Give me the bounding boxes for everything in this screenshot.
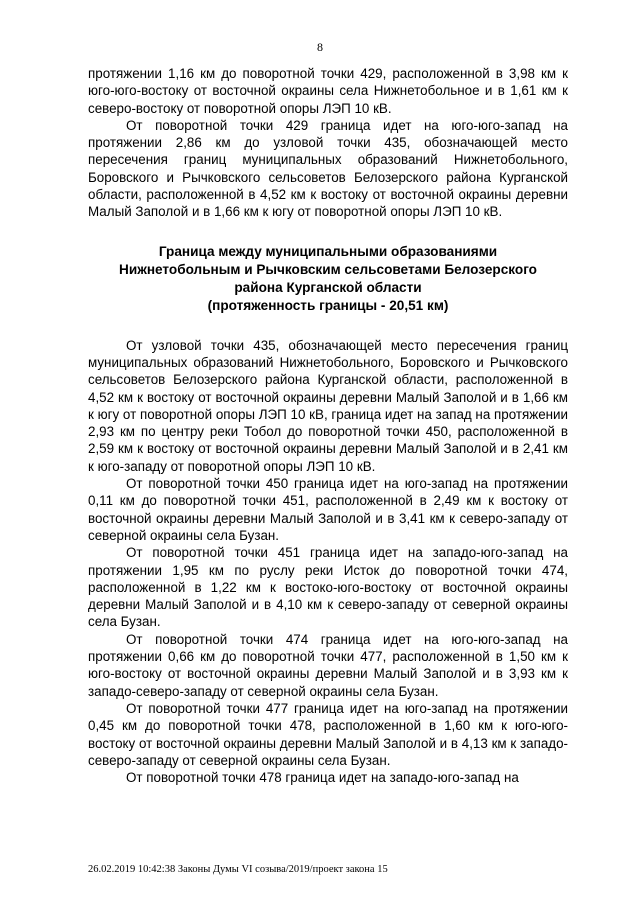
heading-line: района Курганской области — [234, 279, 422, 295]
paragraph: От поворотной точки 474 граница идет на юго-юго-запад на протяжении 0,66 км до поворотной точки 477, расположенной в 1,50 км к юго-востоку от восточной окраины деревни Малый Заполой и в 3,93 км к западо-северо-западу от северной окраины села Бузан. — [88, 631, 568, 699]
heading-line: Граница между муниципальными образованиями — [158, 243, 498, 259]
page-footer: 26.02.2019 10:42:38 Законы Думы VI созыва/2019/проект закона 15 — [88, 864, 388, 875]
paragraph-continuation: протяжении 1,16 км до поворотной точки 429, расположенной в 3,98 км к юго-юго-востоку от восточной окраины села Нижнетобольное и в 1,61 км к северо-востоку от поворотной опоры ЛЭП 10 кВ. — [88, 66, 568, 116]
heading-line: Нижнетобольным и Рычковским сельсоветами Белозерского — [119, 261, 537, 277]
paragraph: От поворотной точки 429 граница идет на юго-юго-запад на протяжении 2,86 км до узловой точки 435, обозначающей место пересечения границ муниципальных образований Нижнетобольного, Боровского и Рычковского сельсоветов Белозерского района Курганской области, расположенной в 4,52 км к востоку от восточной окраины деревни Малый Заполой и в 1,66 км к югу от поворотной опоры ЛЭП 10 кВ. — [88, 117, 568, 220]
paragraph: От узловой точки 435, обозначающей место пересечения границ муниципальных образований Нижнетобольного, Боровского и Рычковского сельсоветов Белозерского района Курганской области, расположенной в 4,52 км к востоку от восточной окраины деревни Малый Заполой и в 1,66 км к югу от поворотной опоры ЛЭП 10 кВ, граница идет на запад на протяжении 2,93 км по центру реки Тобол до поворотной точки 450, расположенной в 2,59 км к востоку от восточной окраины деревни Малый Заполой и в 2,41 км к юго-западу от поворотной опоры ЛЭП 10 кВ. — [88, 337, 568, 474]
heading-line: (протяженность границы - 20,51 км) — [207, 297, 449, 313]
paragraph: От поворотной точки 451 граница идет на западо-юго-запад на протяжении 1,95 км по руслу реки Исток до поворотной точки 474, расположенной в 1,22 км к востоко-юго-востоку от восточной окраины деревни Малый Заполой и в 4,10 км к северо-западу от северной окраины села Бузан. — [88, 545, 568, 630]
document-body — [88, 65, 568, 786]
paragraph: От поворотной точки 477 граница идет на юго-запад на протяжении 0,45 км до поворотной точки 478, расположенной в 1,60 км к юго-юго-востоку от восточной окраины деревни Малый Заполой и в 4,13 км к западо-северо-западу от северной окраины села Бузан. — [88, 700, 568, 768]
paragraph: От поворотной точки 478 граница идет на западо-юго-запад на — [126, 770, 519, 786]
paragraph: От поворотной точки 450 граница идет на юго-запад на протяжении 0,11 км до поворотной точки 451, расположенной в 2,49 км к востоку от восточной окраины деревни Малый Заполой и в 3,41 км к северо-западу от северной окраины села Бузан. — [88, 476, 568, 543]
section-heading — [88, 243, 568, 315]
page-number: 8 — [317, 40, 323, 54]
